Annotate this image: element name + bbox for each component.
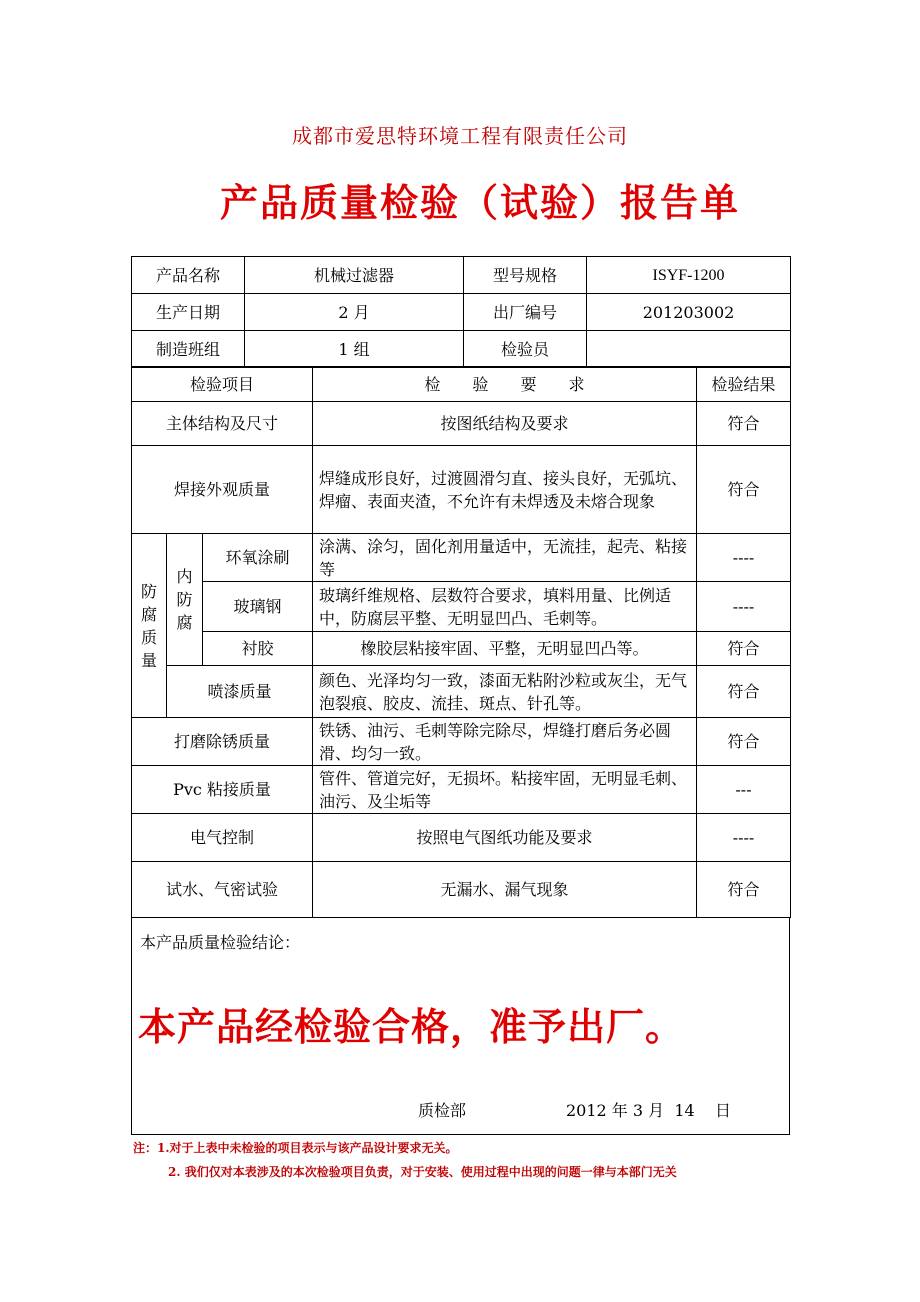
row-requirement: 橡胶层粘接牢固、平整，无明显凹凸等。 (313, 632, 697, 666)
team-label: 制造班组 (132, 331, 245, 368)
model-value: ISYF-1200 (587, 257, 791, 294)
model-label: 型号规格 (464, 257, 587, 294)
conclusion-label: 本产品质量检验结论： (140, 933, 301, 952)
row-item: 试水、气密试验 (132, 862, 313, 918)
col-header-requirement: 检 验 要 求 (313, 367, 697, 402)
row-item: 电气控制 (132, 814, 313, 862)
row-result: 符合 (697, 718, 791, 766)
factory-no-label: 出厂编号 (464, 294, 587, 331)
row-item: 衬胶 (203, 632, 313, 666)
col-header-result: 检验结果 (697, 367, 791, 402)
inspection-department: 质检部 (418, 1101, 467, 1120)
product-name-label: 产品名称 (132, 257, 245, 294)
group-inner-anticorrosion (167, 534, 203, 666)
row-requirement: 焊缝成形良好，过渡圆滑匀直、接头良好，无弧坑、焊瘤、表面夹渣，不允许有未焊透及未熔合现象 (313, 446, 697, 534)
row-result: 符合 (697, 632, 791, 666)
inspector-value (587, 331, 791, 368)
report-title: 产品质量检验（试验）报告单 (219, 180, 740, 225)
row-item: 主体结构及尺寸 (132, 402, 313, 446)
row-requirement: 按图纸结构及要求 (313, 402, 697, 446)
row-result: 符合 (697, 446, 791, 534)
product-name-value: 机械过滤器 (245, 257, 464, 294)
col-header-item: 检验项目 (132, 367, 313, 402)
row-requirement: 管件、管道完好，无损坏。粘接牢固，无明显毛刺、油污、及尘垢等 (313, 766, 697, 814)
product-info-table (131, 256, 791, 368)
conclusion-box (131, 918, 790, 1135)
group-anticorrosion (132, 534, 167, 718)
row-requirement: 涂满、涂匀，固化剂用量适中，无流挂，起壳、粘接等 (313, 534, 697, 582)
row-requirement: 玻璃纤维规格、层数符合要求，填料用量、比例适中，防腐层平整、无明显凹凸、毛刺等。 (313, 582, 697, 632)
row-item: 打磨除锈质量 (132, 718, 313, 766)
row-item: 焊接外观质量 (132, 446, 313, 534)
footnote-1: 注：1.对于上表中未检验的项目表示与该产品设计要求无关。 (133, 1141, 458, 1155)
team-value: 1 组 (245, 331, 464, 368)
row-requirement: 按照电气图纸功能及要求 (313, 814, 697, 862)
group-anticorrosion-label: 防腐质量 (140, 581, 157, 670)
footnote-2: 2. 我们仅对本表涉及的本次检验项目负责，对于安装、使用过程中出现的问题一律与本部门无关 (168, 1165, 677, 1179)
row-requirement: 颜色、光泽均匀一致，漆面无粘附沙粒或灰尘，无气泡裂痕、胶皮、流挂、斑点、针孔等。 (313, 666, 697, 718)
factory-no-value: 201203002 (587, 294, 791, 331)
row-result: 符合 (697, 402, 791, 446)
row-item: 玻璃钢 (203, 582, 313, 632)
group-inner-anticorrosion-label: 内防腐 (176, 567, 193, 632)
row-result: 符合 (697, 666, 791, 718)
row-result: --- (697, 766, 791, 814)
row-result: ---- (697, 534, 791, 582)
row-result: ---- (697, 814, 791, 862)
row-item: Pvc 粘接质量 (132, 766, 313, 814)
inspector-label: 检验员 (464, 331, 587, 368)
row-result: 符合 (697, 862, 791, 918)
company-name: 成都市爱思特环境工程有限责任公司 (292, 124, 628, 148)
conclusion-text: 本产品经检验合格，准予出厂。 (138, 1004, 685, 1049)
row-item: 环氧涂刷 (203, 534, 313, 582)
row-result: ---- (697, 582, 791, 632)
row-requirement: 铁锈、油污、毛刺等除完除尽，焊缝打磨后务必圆滑、均匀一致。 (313, 718, 697, 766)
prod-date-value: 2 月 (245, 294, 464, 331)
row-requirement: 无漏水、漏气现象 (313, 862, 697, 918)
inspection-table (131, 366, 791, 918)
prod-date-label: 生产日期 (132, 294, 245, 331)
row-item: 喷漆质量 (167, 666, 313, 718)
inspection-date: 2012 年 3 月 14 日 (566, 1101, 732, 1120)
